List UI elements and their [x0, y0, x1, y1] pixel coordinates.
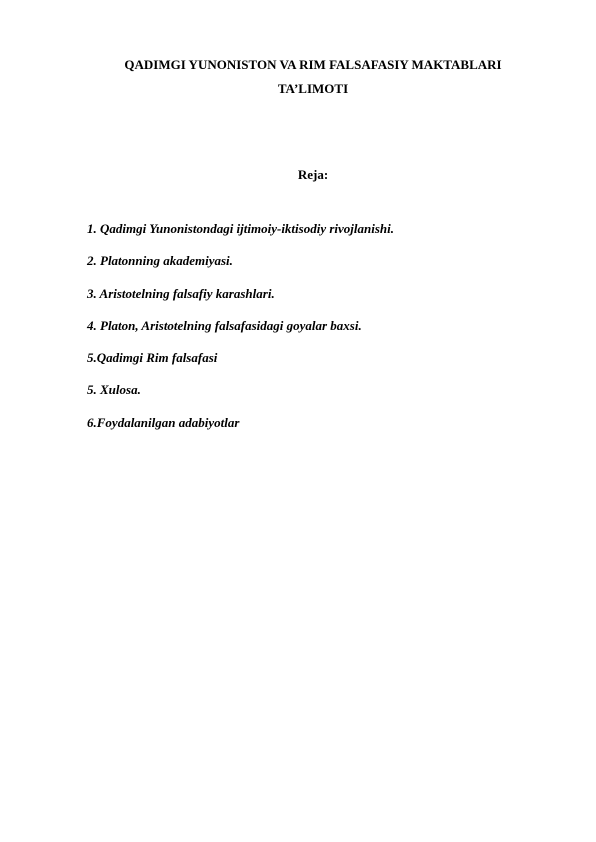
plan-item: 1. Qadimgi Yunonistondagi ijtimoiy-iktisodiy rivojlanishi.: [87, 221, 395, 236]
plan-heading: Reja:: [297, 167, 329, 182]
document-title-line-2: TA’LIMOTI: [277, 81, 349, 96]
plan-item: 4. Platon, Aristotelning falsafasidagi goyalar baxsi.: [87, 317, 362, 333]
document-title-line-1: QADIMGI YUNONISTON VA RIM FALSAFASIY MAKTABLARI: [124, 57, 502, 72]
plan-list: [87, 221, 394, 447]
plan-item: 2. Platonning akademiyasi.: [87, 253, 233, 269]
plan-item: 6.Foydalanilgan adabiyotlar: [87, 414, 240, 430]
plan-item: 5. Xulosa.: [87, 382, 141, 398]
plan-item: 5.Qadimgi Rim falsafasi: [87, 350, 218, 366]
plan-item: 3. Aristotelning falsafiy karashlari.: [87, 285, 275, 301]
